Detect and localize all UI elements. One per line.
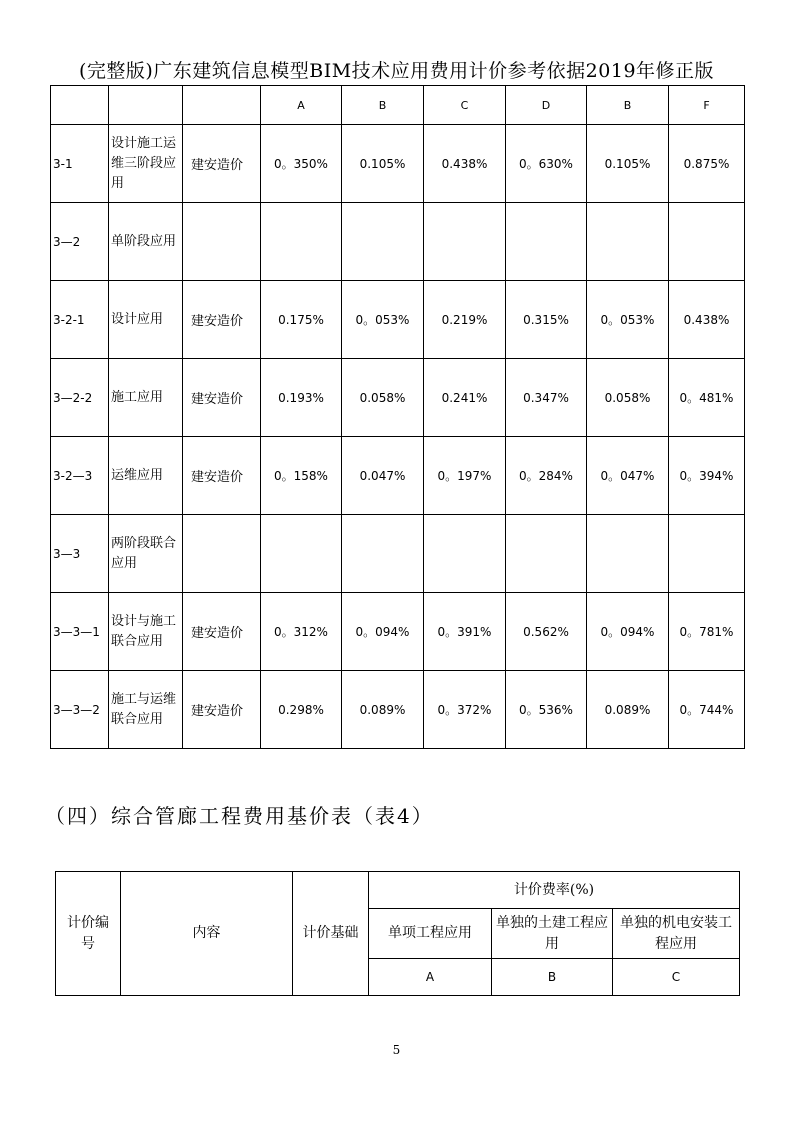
header-letter: B — [587, 86, 669, 125]
item-description: 设计与施工联合应用 — [109, 593, 183, 671]
table-row — [51, 515, 745, 593]
col-code-header: 计价编号 — [56, 872, 121, 996]
pricing-base: 建安造价 — [183, 359, 261, 437]
rate-value: 0。053% — [587, 281, 669, 359]
rate-value: 0.047% — [342, 437, 424, 515]
rate-value: 0.193% — [261, 359, 342, 437]
pricing-base: 建安造价 — [183, 437, 261, 515]
item-code: 3—3—2 — [51, 671, 109, 749]
rate-value: 0.089% — [587, 671, 669, 749]
header-letter: D — [506, 86, 587, 125]
header-letter: B — [342, 86, 424, 125]
item-description: 运维应用 — [109, 437, 183, 515]
item-code: 3-1 — [51, 125, 109, 203]
rate-value: 0。053% — [342, 281, 424, 359]
header-letter: F — [669, 86, 745, 125]
rate-header: 计价费率(%) — [369, 872, 740, 909]
rate-value — [587, 515, 669, 593]
rate-value: 0.058% — [587, 359, 669, 437]
rate-value: 0。350% — [261, 125, 342, 203]
rate-value — [261, 515, 342, 593]
item-code: 3-2-1 — [51, 281, 109, 359]
item-description: 两阶段联合应用 — [109, 515, 183, 593]
item-code: 3—2 — [51, 203, 109, 281]
header-cell-empty — [183, 86, 261, 125]
rate-value — [669, 515, 745, 593]
column-letter: A — [369, 959, 492, 996]
rate-value — [261, 203, 342, 281]
item-code: 3-2—3 — [51, 437, 109, 515]
rate-value — [506, 203, 587, 281]
item-description: 施工应用 — [109, 359, 183, 437]
rate-value: 0.058% — [342, 359, 424, 437]
table-header-row — [51, 86, 745, 125]
table-row — [51, 125, 745, 203]
pricing-base — [183, 203, 261, 281]
column-letter: B — [492, 959, 613, 996]
table-row — [51, 671, 745, 749]
item-code: 3—3 — [51, 515, 109, 593]
pricing-base: 建安造价 — [183, 125, 261, 203]
rate-value: 0。094% — [587, 593, 669, 671]
rate-value — [342, 203, 424, 281]
header-cell-empty — [109, 86, 183, 125]
rate-value — [342, 515, 424, 593]
table-row — [51, 593, 745, 671]
pricing-base: 建安造价 — [183, 281, 261, 359]
rate-value: 0.347% — [506, 359, 587, 437]
item-description: 施工与运维联合应用 — [109, 671, 183, 749]
rate-value: 0.105% — [587, 125, 669, 203]
rate-value — [669, 203, 745, 281]
table-row — [51, 437, 745, 515]
utility-tunnel-fee-table — [55, 871, 740, 996]
table-row — [51, 359, 745, 437]
sub-header: 单独的土建工程应用 — [492, 909, 613, 959]
rate-value: 0.241% — [424, 359, 506, 437]
rate-value: 0。630% — [506, 125, 587, 203]
item-description: 单阶段应用 — [109, 203, 183, 281]
rate-value: 0.298% — [261, 671, 342, 749]
rate-value: 0.438% — [669, 281, 745, 359]
rate-value: 0。781% — [669, 593, 745, 671]
rate-value: 0.219% — [424, 281, 506, 359]
table-row — [51, 281, 745, 359]
rate-value — [506, 515, 587, 593]
rate-value: 0.105% — [342, 125, 424, 203]
pricing-base: 建安造价 — [183, 671, 261, 749]
rate-value: 0。312% — [261, 593, 342, 671]
sub-header: 单项工程应用 — [369, 909, 492, 959]
fee-rate-table — [50, 85, 745, 749]
rate-value: 0。284% — [506, 437, 587, 515]
header-letter: A — [261, 86, 342, 125]
rate-value: 0。158% — [261, 437, 342, 515]
col-base-header: 计价基础 — [293, 872, 369, 996]
page-number: 5 — [392, 1043, 401, 1057]
rate-value: 0。536% — [506, 671, 587, 749]
item-code: 3—2-2 — [51, 359, 109, 437]
rate-value: 0。372% — [424, 671, 506, 749]
rate-value — [424, 203, 506, 281]
pricing-base: 建安造价 — [183, 593, 261, 671]
rate-value: 0.438% — [424, 125, 506, 203]
rate-value: 0。094% — [342, 593, 424, 671]
header-cell-empty — [51, 86, 109, 125]
document-title: (完整版)广东建筑信息模型BIM技术应用费用计价参考依据2019年修正版 — [78, 60, 715, 82]
rate-value: 0。197% — [424, 437, 506, 515]
rate-value: 0。744% — [669, 671, 745, 749]
rate-value: 0.562% — [506, 593, 587, 671]
rate-value — [587, 203, 669, 281]
table-row — [51, 203, 745, 281]
rate-value: 0.089% — [342, 671, 424, 749]
rate-value: 0。481% — [669, 359, 745, 437]
item-description: 设计施工运维三阶段应用 — [109, 125, 183, 203]
rate-value — [424, 515, 506, 593]
column-letter: C — [613, 959, 740, 996]
col-content-header: 内容 — [121, 872, 293, 996]
pricing-base — [183, 515, 261, 593]
rate-value: 0。394% — [669, 437, 745, 515]
header-letter: C — [424, 86, 506, 125]
rate-value: 0。047% — [587, 437, 669, 515]
section-title: （四）综合管廊工程费用基价表（表4） — [45, 804, 434, 828]
item-description: 设计应用 — [109, 281, 183, 359]
rate-value: 0。391% — [424, 593, 506, 671]
sub-header: 单独的机电安装工程应用 — [613, 909, 740, 959]
rate-value: 0.315% — [506, 281, 587, 359]
table-header-row — [56, 872, 740, 909]
rate-value: 0.875% — [669, 125, 745, 203]
rate-value: 0.175% — [261, 281, 342, 359]
item-code: 3—3—1 — [51, 593, 109, 671]
